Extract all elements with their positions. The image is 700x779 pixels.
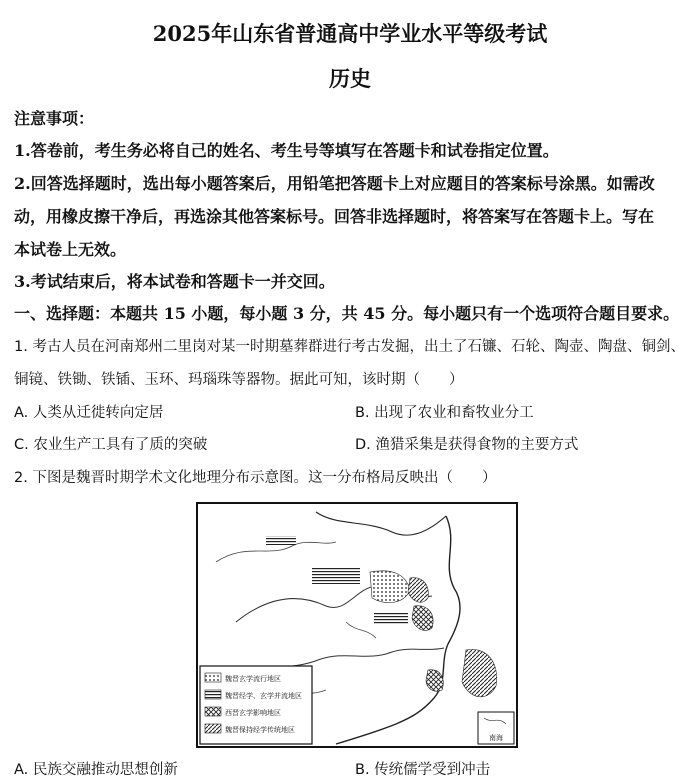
- question-2-option-a: A. 民族交融推动思想创新: [14, 762, 178, 778]
- notice-item-2-line-3: 本试卷上无效。: [14, 240, 127, 259]
- south-sea-inset: [478, 712, 514, 744]
- question-2-option-b: B. 传统儒学受到冲击: [355, 762, 491, 778]
- question-1-line-2: 铜镜、铁锄、铁锸、玉环、玛瑙珠等器物。据此可知，该时期（ ）: [14, 372, 464, 388]
- question-1-option-c: C. 农业生产工具有了质的突破: [14, 437, 208, 453]
- legend-swatch-diagonal: [205, 724, 221, 733]
- question-2-stem: 2. 下图是魏晋时期学术文化地理分布示意图。这一分布格局反映出（ ）: [14, 470, 497, 486]
- wei-jin-academic-map: [196, 502, 518, 748]
- question-1-option-d: D. 渔猎采集是获得食物的主要方式: [355, 437, 579, 453]
- legend-label-4: 魏晋保持经学传统地区: [225, 726, 295, 734]
- legend-label-1: 魏晋玄学流行地区: [225, 675, 281, 683]
- notice-item-2-line-2: 动，用橡皮擦干净后，再选涂其他答案标号。回答非选择题时，将答案写在答题卡上。写在: [14, 207, 655, 226]
- region-jingxue-xuanxue: [312, 568, 360, 584]
- notice-item-1: 1.答卷前，考生务必将自己的姓名、考生号等填写在答题卡和试卷指定位置。: [14, 141, 559, 160]
- legend-swatch-dots: [205, 673, 221, 682]
- region-jingxue-xuanxue: [266, 536, 296, 545]
- exam-subject: 历史: [329, 66, 371, 91]
- question-1-option-a: A. 人类从迁徙转向定居: [14, 405, 164, 421]
- notice-item-3: 3.考试结束后，将本试卷和答题卡一并交回。: [14, 272, 335, 291]
- question-1-option-b: B. 出现了农业和畜牧业分工: [355, 405, 534, 421]
- notice-item-2-line-1: 2.回答选择题时，选出每小题答案后，用铅笔把答题卡上对应题目的答案标号涂黑。如需改: [14, 174, 655, 193]
- legend-swatch-cross: [205, 707, 221, 716]
- map-legend: [200, 666, 312, 744]
- question-1-line-1: 1. 考古人员在河南郑州二里岗对某一时期墓葬群进行考古发掘，出土了石镰、石轮、陶壶、陶盘、铜剑、: [14, 339, 685, 355]
- exam-title: 2025年山东省普通高中学业水平等级考试: [152, 21, 548, 46]
- legend-label-3: 西晋玄学影响地区: [225, 709, 281, 717]
- south-sea-label: 南海: [489, 734, 503, 742]
- legend-swatch-horizontal: [205, 690, 221, 699]
- region-jingxue-xuanxue: [374, 612, 408, 624]
- section-1-heading: 一、选择题：本题共 15 小题，每小题 3 分，共 45 分。每小题只有一个选项符合题目要求。: [14, 304, 680, 323]
- notice-heading: 注意事项：: [14, 109, 95, 128]
- legend-label-2: 魏晋经学、玄学并流地区: [225, 692, 302, 700]
